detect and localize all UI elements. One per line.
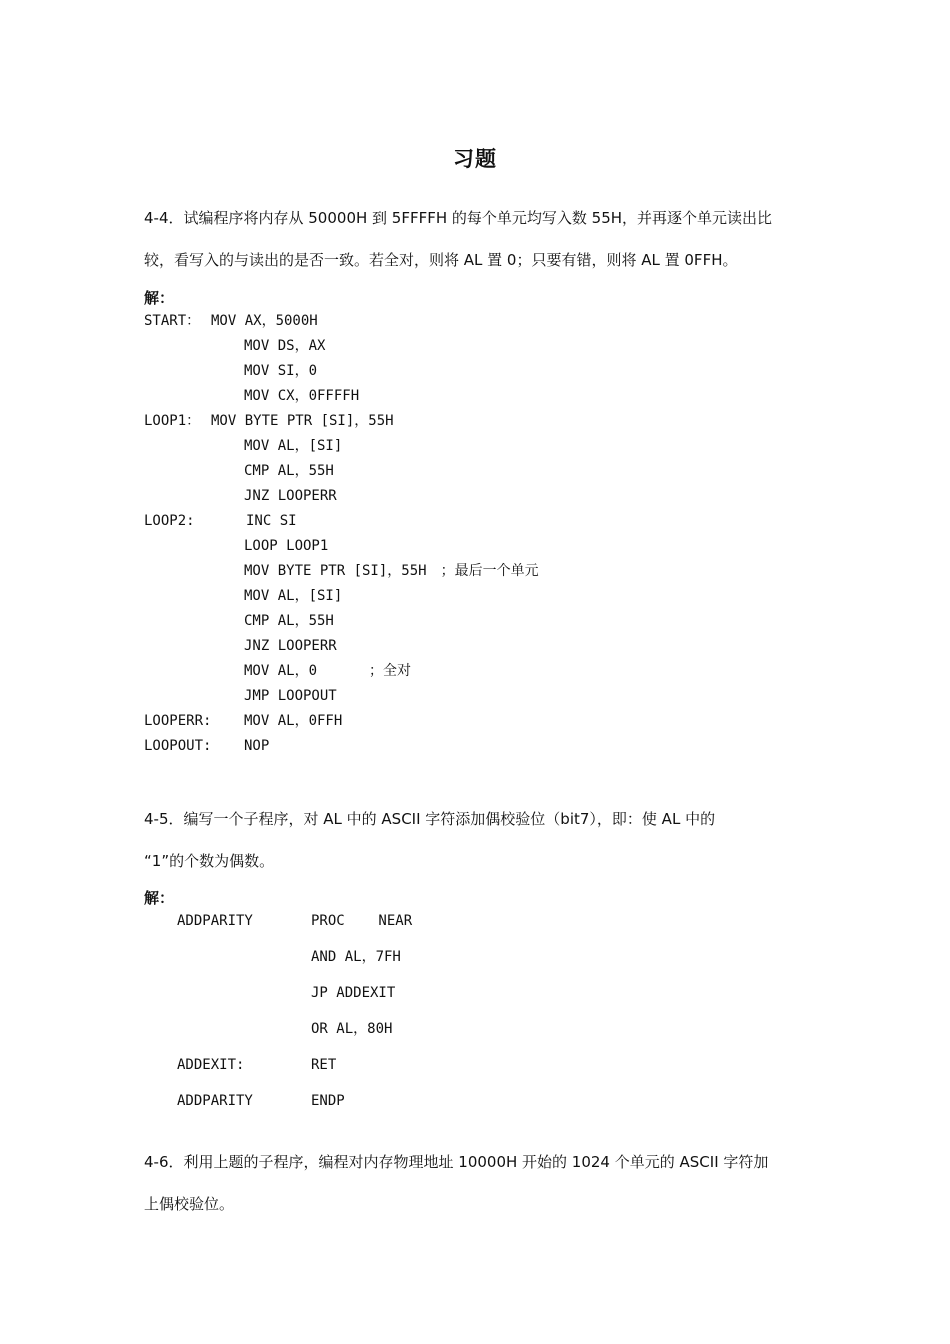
- code-instruction: MOV AL，[SI]: [244, 588, 343, 604]
- code-line: [144, 309, 539, 334]
- code-instruction: INC SI: [246, 513, 297, 529]
- code-instruction: NOP: [244, 738, 270, 754]
- code-line: [144, 559, 539, 584]
- code-instruction: JNZ LOOPERR: [244, 488, 337, 504]
- code-line: [177, 903, 412, 939]
- question-4-4-line-2: 较，看写入的与读出的是否一致。若全对，则将 AL 置 0；只要有错，则将 AL 置 0FFH。: [144, 251, 738, 269]
- code-instruction: MOV DS，AX: [244, 338, 326, 354]
- code-line: [144, 509, 539, 534]
- code-instruction: AND AL，7FH: [311, 949, 401, 965]
- code-line: [177, 975, 412, 1011]
- code-instruction: ENDP: [311, 1093, 345, 1109]
- solution-label-4-5: 解：: [144, 889, 175, 907]
- code-line: [144, 709, 539, 734]
- code-line: [144, 659, 539, 684]
- code-line: [144, 634, 539, 659]
- question-4-5-line-1: 4-5．编写一个子程序，对 AL 中的 ASCII 字符添加偶校验位（bit7），即：使 AL 中的: [144, 810, 716, 828]
- code-line: [177, 1083, 412, 1119]
- code-instruction: MOV AL，0: [244, 663, 318, 679]
- code-instruction: MOV AX，5000H: [211, 313, 318, 329]
- code-comment: ；全对: [369, 663, 412, 679]
- code-instruction: OR AL，80H: [311, 1021, 393, 1037]
- question-4-4-line-1: 4-4．试编程序将内存从 50000H 到 5FFFFH 的每个单元均写入数 55H，并再逐个单元读出比: [144, 209, 773, 227]
- code-line: [144, 334, 539, 359]
- code-instruction: CMP AL，55H: [244, 613, 334, 629]
- question-4-5-line-2: “1”的个数为偶数。: [144, 852, 275, 870]
- code-instruction: MOV SI，0: [244, 363, 318, 379]
- code-line: [144, 584, 539, 609]
- code-instruction: JMP LOOPOUT: [244, 688, 337, 704]
- page-title: 习题: [453, 147, 497, 171]
- code-label: LOOPOUT:: [144, 738, 212, 754]
- code-line: [144, 734, 539, 759]
- code-instruction: LOOP LOOP1: [244, 538, 329, 554]
- code-instruction: CMP AL，55H: [244, 463, 334, 479]
- code-instruction: MOV AL，0FFH: [244, 713, 343, 729]
- code-line: [144, 484, 539, 509]
- code-line: [144, 434, 539, 459]
- code-label: LOOPERR:: [144, 713, 212, 729]
- code-label: LOOP2:: [144, 513, 195, 529]
- code-label: START：: [144, 313, 201, 329]
- code-label: ADDPARITY: [177, 1093, 253, 1109]
- code-line: [177, 1011, 412, 1047]
- question-4-6-line-2: 上偶校验位。: [144, 1195, 235, 1213]
- code-block-4-5: [177, 903, 412, 1119]
- code-line: [144, 359, 539, 384]
- question-4-6: [144, 1141, 814, 1225]
- code-line: [177, 1047, 412, 1083]
- question-4-4: [144, 197, 814, 281]
- code-line: [177, 939, 412, 975]
- code-line: [144, 609, 539, 634]
- code-line: [144, 384, 539, 409]
- question-4-5: [144, 798, 814, 882]
- code-instruction: RET: [311, 1057, 337, 1073]
- question-4-6-line-1: 4-6．利用上题的子程序，编程对内存物理地址 10000H 开始的 1024 个单元的 ASCII 字符加: [144, 1153, 769, 1171]
- code-instruction: JNZ LOOPERR: [244, 638, 337, 654]
- solution-label-4-4: 解：: [144, 289, 175, 307]
- code-line: [144, 534, 539, 559]
- code-line: [144, 459, 539, 484]
- code-instruction: JP ADDEXIT: [311, 985, 396, 1001]
- code-instruction: MOV BYTE PTR [SI]，55H: [211, 413, 394, 429]
- code-comment: ；最后一个单元: [440, 563, 539, 579]
- code-label: LOOP1：: [144, 413, 201, 429]
- code-label: ADDPARITY: [177, 913, 253, 929]
- code-instruction: PROC NEAR: [311, 913, 413, 929]
- code-label: ADDEXIT:: [177, 1057, 245, 1073]
- code-line: [144, 684, 539, 709]
- code-instruction: MOV BYTE PTR [SI]，55H: [244, 563, 427, 579]
- code-line: [144, 409, 539, 434]
- code-block-4-4: [144, 309, 539, 759]
- code-instruction: MOV CX，0FFFFH: [244, 388, 360, 404]
- code-instruction: MOV AL，[SI]: [244, 438, 343, 454]
